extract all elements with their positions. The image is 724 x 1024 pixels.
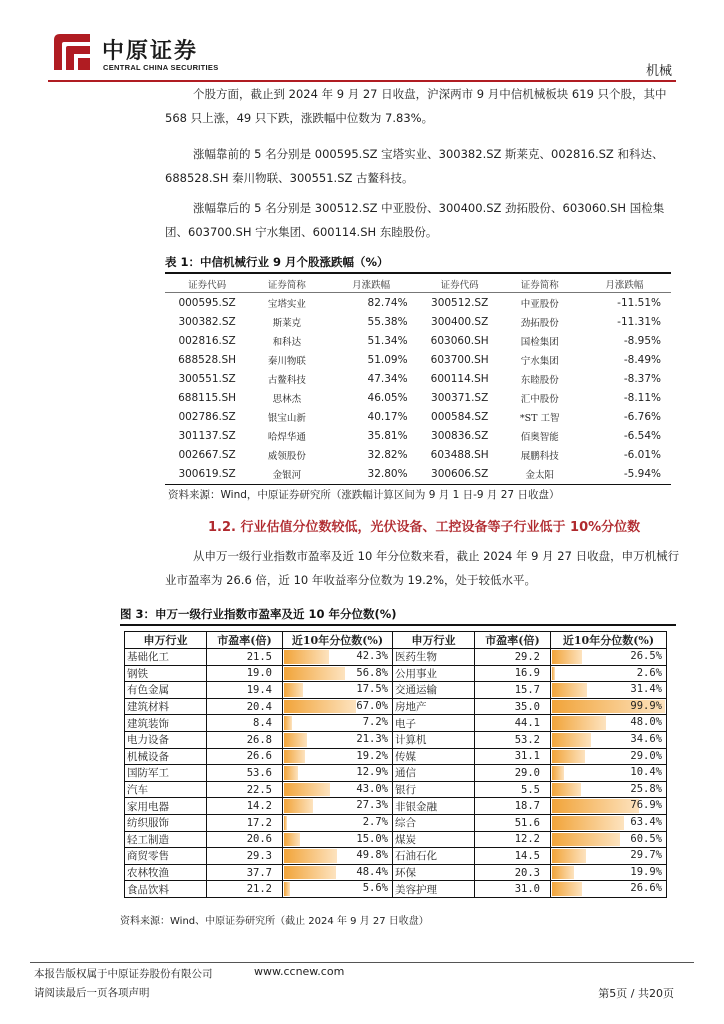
column-header: 申万行业 (393, 632, 475, 649)
footer-disclaimer: 请阅读最后一页各项声明 (34, 987, 150, 999)
stock-name: 宝塔实业 (267, 298, 306, 310)
pe-value: 21.2 (207, 881, 283, 898)
percentile-bar (552, 750, 585, 764)
pe-value: 44.1 (475, 715, 551, 732)
percentile-bar (284, 700, 356, 714)
brand-name: 中原证券 (102, 38, 199, 64)
percentile-cell (283, 715, 393, 732)
industry-name: 钢铁 (125, 665, 207, 682)
table-row (125, 649, 667, 666)
column-header: 月涨跌幅 (578, 275, 671, 293)
column-header: 近10年分位数(%) (551, 632, 667, 649)
footer-website-link[interactable]: www.ccnew.com (254, 965, 345, 978)
monthly-change: -6.54% (623, 429, 661, 442)
industry-name: 电子 (393, 715, 475, 732)
table-row (165, 407, 671, 426)
industry-name: 煤炭 (393, 831, 475, 848)
industry-name: 电力设备 (125, 731, 207, 748)
monthly-change: 55.38% (367, 315, 408, 328)
percentile-label: 26.6% (630, 882, 662, 895)
percentile-label: 49.8% (356, 849, 388, 862)
percentile-label: 12.9% (356, 766, 388, 779)
paragraph-text: 个股方面，截止到 2024 年 9 月 27 日收盘，沪深两市 9 月中信机械板块 619 只个股，其中 568 只上涨，49 只下跌，涨跌幅中位数为 7.83%。 (165, 87, 667, 125)
percentile-cell (551, 781, 667, 798)
stock-change-table (165, 275, 671, 483)
pe-value: 19.0 (207, 665, 283, 682)
percentile-cell (283, 814, 393, 831)
percentile-label: 29.0% (630, 749, 662, 762)
stock-name: 斯莱克 (272, 317, 302, 329)
percentile-label: 48.0% (630, 716, 662, 729)
monthly-change: -6.01% (623, 448, 661, 461)
percentile-cell (283, 665, 393, 682)
percentile-label: 31.4% (630, 683, 662, 696)
stock-name: 展鹏科技 (520, 450, 559, 462)
stock-code: 300371.SZ (431, 391, 489, 404)
percentile-bar (552, 766, 564, 780)
pe-value: 14.5 (475, 848, 551, 865)
industry-name: 公用事业 (393, 665, 475, 682)
table-row (125, 814, 667, 831)
percentile-bar (552, 799, 639, 813)
table-row (125, 831, 667, 848)
pe-value: 26.8 (207, 731, 283, 748)
monthly-change: 47.34% (367, 372, 408, 385)
stock-code: 300619.SZ (178, 467, 236, 480)
percentile-cell (551, 881, 667, 898)
monthly-change: -8.49% (623, 353, 661, 366)
industry-name: 基础化工 (125, 649, 207, 666)
percentile-bar (552, 882, 582, 896)
percentile-cell (551, 765, 667, 782)
percentile-label: 25.8% (630, 782, 662, 795)
paragraph-text: 涨幅靠前的 5 名分别是 000595.SZ 宝塔实业、300382.SZ 斯莱克、002816.SZ 和科达、688528.SH 秦川物联、300551.SZ 古鳌科技。 (165, 147, 664, 185)
percentile-cell (551, 682, 667, 699)
page-number: 第5页 / 共20页 (598, 987, 674, 1000)
pe-value: 31.1 (475, 748, 551, 765)
industry-name: 家用电器 (125, 798, 207, 815)
percentile-label: 56.8% (356, 666, 388, 679)
percentile-label: 42.3% (356, 650, 388, 662)
percentile-label: 48.4% (356, 865, 388, 878)
stock-name: 和科达 (272, 336, 302, 348)
monthly-change: 46.05% (367, 391, 408, 404)
percentile-label: 76.9% (630, 799, 662, 812)
industry-name: 食品饮料 (125, 881, 207, 898)
stock-name: 金太阳 (525, 469, 554, 481)
percentile-bar (284, 799, 313, 813)
stock-name: 国检集团 (520, 336, 559, 348)
percentile-label: 19.9% (630, 865, 662, 878)
percentile-bar (284, 783, 330, 797)
percentile-label: 5.6% (362, 882, 388, 895)
stock-name: 金银河 (272, 469, 302, 481)
table-row (125, 765, 667, 782)
percentile-bar (284, 750, 305, 764)
paragraph-text: 从申万一级行业指数市盈率及近 10 年分位数来看，截止 2024 年 9 月 27 日收盘，申万机械行业市盈率为 26.6 倍，近 10 年收益率分位数为 19.2%，处于较低水平。 (165, 549, 680, 587)
table-row (125, 798, 667, 815)
percentile-cell (551, 864, 667, 881)
stock-name: 威领股份 (267, 450, 306, 462)
industry-name: 计算机 (393, 731, 475, 748)
industry-name: 轻工制造 (125, 831, 207, 848)
percentile-label: 26.5% (630, 650, 662, 662)
paragraph-text: 涨幅靠后的 5 名分别是 300512.SZ 中亚股份、300400.SZ 劲拓股份、603060.SH 国检集团、603700.SH 宁水集团、600114.SH 东睦股份。 (165, 201, 665, 239)
percentile-bar (552, 866, 574, 880)
percentile-label: 99.9% (630, 699, 662, 712)
percentile-bar (552, 833, 620, 847)
monthly-change: 51.09% (367, 353, 408, 366)
table-row (125, 748, 667, 765)
table-row (165, 312, 671, 331)
percentile-cell (551, 715, 667, 732)
percentile-bar (284, 766, 298, 780)
percentile-cell (551, 848, 667, 865)
percentile-bar (552, 783, 581, 797)
percentile-label: 15.0% (356, 832, 388, 845)
percentile-label: 60.5% (630, 832, 662, 845)
percentile-bar (284, 667, 345, 681)
column-header: 证券代码 (165, 275, 249, 293)
percentile-cell (283, 831, 393, 848)
percentile-label: 2.7% (362, 815, 388, 828)
percentile-bar (284, 833, 300, 847)
pe-value: 17.2 (207, 814, 283, 831)
industry-name: 机械设备 (125, 748, 207, 765)
figure3-title: 图 3：申万一级行业指数市盈率及近 10 年分位数(%) (120, 607, 397, 621)
table-row (165, 350, 671, 369)
industry-name: 传媒 (393, 748, 475, 765)
percentile-bar (552, 716, 606, 730)
industry-name: 汽车 (125, 781, 207, 798)
pe-value: 8.4 (207, 715, 283, 732)
stock-code: 300512.SZ (431, 296, 489, 309)
section-heading: 1.2. 行业估值分位数较低，光伏设备、工控设备等子行业低于 10%分位数 (208, 520, 641, 535)
percentile-cell (283, 649, 393, 666)
pe-value: 19.4 (207, 682, 283, 699)
stock-code: 000584.SZ (431, 410, 489, 423)
percentile-label: 34.6% (630, 732, 662, 745)
table-row (125, 698, 667, 715)
stock-code: 600114.SH (430, 372, 489, 385)
pe-value: 29.3 (207, 848, 283, 865)
paragraph-top-gainers (165, 142, 685, 190)
table-row (125, 848, 667, 865)
industry-name: 商贸零售 (125, 848, 207, 865)
table-row (125, 715, 667, 732)
percentile-bar (284, 849, 337, 863)
stock-code: 002667.SZ (178, 448, 236, 461)
column-header: 月涨跌幅 (325, 275, 418, 293)
percentile-label: 7.2% (362, 716, 388, 729)
pe-value: 53.2 (475, 731, 551, 748)
stock-name: 古鳌科技 (267, 374, 306, 386)
pe-value: 20.3 (475, 864, 551, 881)
footer-divider (30, 962, 694, 963)
percentile-bar (284, 816, 287, 830)
percentile-cell (551, 665, 667, 682)
table1-bottom-rule (165, 484, 671, 485)
industry-name: 综合 (393, 814, 475, 831)
industry-pe-table (124, 631, 667, 898)
stock-code: 603488.SH (430, 448, 489, 461)
monthly-change: 32.82% (367, 448, 408, 461)
figure3-source: 资料来源：Wind、中原证券研究所（截止 2024 年 9 月 27 日收盘） (120, 916, 429, 927)
percentile-cell (283, 781, 393, 798)
percentile-bar (284, 882, 290, 896)
section-name: 机械 (645, 64, 672, 79)
industry-name: 建筑装饰 (125, 715, 207, 732)
column-header: 市盈率(倍) (475, 632, 551, 649)
industry-name: 石油石化 (393, 848, 475, 865)
table-row (165, 445, 671, 464)
percentile-label: 29.7% (630, 849, 662, 862)
percentile-cell (551, 814, 667, 831)
pe-value: 29.2 (475, 649, 551, 666)
pe-value: 20.6 (207, 831, 283, 848)
pe-value: 29.0 (475, 765, 551, 782)
stock-name: *ST 工智 (519, 412, 560, 424)
percentile-label: 19.2% (356, 749, 388, 762)
monthly-change: -11.51% (617, 296, 661, 309)
industry-name: 医药生物 (393, 649, 475, 666)
stock-name: 劲拓股份 (520, 317, 559, 329)
percentile-cell (283, 765, 393, 782)
industry-name: 农林牧渔 (125, 864, 207, 881)
pe-value: 5.5 (475, 781, 551, 798)
percentile-cell (283, 798, 393, 815)
percentile-bar (552, 667, 555, 681)
stock-name: 哈焊华通 (267, 431, 306, 443)
monthly-change: 51.34% (367, 334, 408, 347)
monthly-change: -6.76% (623, 410, 661, 423)
table-row (125, 682, 667, 699)
monthly-change: -8.37% (623, 372, 661, 385)
percentile-cell (551, 831, 667, 848)
pe-value: 21.5 (207, 649, 283, 666)
stock-name: 宁水集团 (520, 355, 559, 367)
brand-name-english: CENTRAL CHINA SECURITIES (103, 63, 219, 72)
percentile-cell (283, 731, 393, 748)
monthly-change: 82.74% (367, 296, 408, 309)
percentile-cell (283, 748, 393, 765)
stock-code: 300606.SZ (431, 467, 489, 480)
table1-top-rule (165, 272, 671, 274)
table-row (125, 731, 667, 748)
paragraph-top-losers (165, 196, 685, 244)
column-header: 证券简称 (249, 275, 324, 293)
column-header: 近10年分位数(%) (283, 632, 393, 649)
stock-name: 东睦股份 (520, 374, 559, 386)
stock-name: 佰奥智能 (520, 431, 559, 443)
monthly-change: -11.31% (617, 315, 661, 328)
percentile-label: 2.6% (636, 666, 662, 679)
pe-value: 16.9 (475, 665, 551, 682)
pe-value: 31.0 (475, 881, 551, 898)
percentile-bar (552, 816, 624, 830)
monthly-change: -8.95% (623, 334, 661, 347)
stock-name: 银宝山新 (267, 412, 306, 424)
stock-code: 000595.SZ (178, 296, 236, 309)
stock-code: 301137.SZ (178, 429, 236, 442)
table-row (165, 369, 671, 388)
percentile-bar (552, 650, 582, 664)
table-header-row (125, 632, 667, 649)
industry-name: 环保 (393, 864, 475, 881)
percentile-label: 43.0% (356, 782, 388, 795)
percentile-label: 10.4% (630, 766, 662, 779)
table-row (125, 864, 667, 881)
percentile-cell (551, 731, 667, 748)
table-row (165, 388, 671, 407)
monthly-change: -8.11% (623, 391, 661, 404)
stock-code: 300836.SZ (431, 429, 489, 442)
percentile-bar (284, 866, 336, 880)
pe-value: 12.2 (475, 831, 551, 848)
percentile-cell (551, 649, 667, 666)
percentile-cell (551, 798, 667, 815)
pe-value: 18.7 (475, 798, 551, 815)
stock-code: 300551.SZ (178, 372, 236, 385)
percentile-bar (552, 849, 586, 863)
industry-name: 交通运输 (393, 682, 475, 699)
industry-name: 建筑材料 (125, 698, 207, 715)
table-row (125, 665, 667, 682)
percentile-bar (284, 733, 307, 747)
industry-name: 非银金融 (393, 798, 475, 815)
column-header: 证券简称 (502, 275, 578, 293)
table-row (165, 293, 671, 313)
monthly-change: 40.17% (367, 410, 408, 423)
percentile-cell (283, 864, 393, 881)
percentile-bar (284, 716, 292, 730)
pe-value: 51.6 (475, 814, 551, 831)
industry-name: 有色金属 (125, 682, 207, 699)
percentile-bar (284, 683, 303, 697)
percentile-cell (283, 698, 393, 715)
industry-name: 通信 (393, 765, 475, 782)
industry-name: 纺织服饰 (125, 814, 207, 831)
column-header: 证券代码 (418, 275, 502, 293)
industry-name: 银行 (393, 781, 475, 798)
percentile-cell (283, 848, 393, 865)
paragraph-valuation (165, 544, 685, 592)
stock-code: 300382.SZ (178, 315, 236, 328)
percentile-label: 63.4% (630, 815, 662, 828)
table-row (125, 881, 667, 898)
column-header: 市盈率(倍) (207, 632, 283, 649)
stock-code: 002786.SZ (178, 410, 236, 423)
stock-name: 中亚股份 (520, 298, 559, 310)
percentile-label: 17.5% (356, 683, 388, 696)
pe-value: 14.2 (207, 798, 283, 815)
table-row (165, 464, 671, 483)
pe-value: 53.6 (207, 765, 283, 782)
percentile-label: 27.3% (356, 799, 388, 812)
monthly-change: 35.81% (367, 429, 408, 442)
industry-name: 美容护理 (393, 881, 475, 898)
stock-code: 688115.SH (178, 391, 237, 404)
stock-name: 秦川物联 (267, 355, 306, 367)
percentile-cell (551, 748, 667, 765)
stock-name: 思林杰 (272, 393, 302, 405)
paragraph-stocks (165, 82, 685, 130)
percentile-bar (552, 733, 591, 747)
percentile-cell (283, 682, 393, 699)
stock-code: 300400.SZ (431, 315, 489, 328)
percentile-label: 67.0% (356, 699, 388, 712)
table-header-row (165, 275, 671, 293)
stock-name: 汇中股份 (520, 393, 559, 405)
table-row (125, 781, 667, 798)
percentile-cell (283, 881, 393, 898)
stock-code: 603700.SH (430, 353, 489, 366)
pe-value: 15.7 (475, 682, 551, 699)
company-logo-icon (50, 30, 94, 74)
stock-code: 603060.SH (430, 334, 489, 347)
percentile-cell (551, 698, 667, 715)
pe-value: 35.0 (475, 698, 551, 715)
percentile-bar (552, 683, 587, 697)
monthly-change: -5.94% (623, 467, 661, 480)
pe-value: 37.7 (207, 864, 283, 881)
percentile-bar (284, 650, 329, 664)
pe-value: 26.6 (207, 748, 283, 765)
column-header: 申万行业 (125, 632, 207, 649)
table-row (165, 426, 671, 445)
stock-code: 688528.SH (178, 353, 237, 366)
table-row (165, 331, 671, 350)
footer-copyright: 本报告版权属于中原证券股份有限公司 (34, 968, 213, 980)
industry-name: 房地产 (393, 698, 475, 715)
percentile-label: 21.3% (356, 732, 388, 745)
figure3-top-rule (120, 624, 676, 626)
stock-code: 002816.SZ (178, 334, 236, 347)
pe-value: 22.5 (207, 781, 283, 798)
table1-title: 表 1：中信机械行业 9 月个股涨跌幅（%） (165, 255, 389, 269)
pe-value: 20.4 (207, 698, 283, 715)
table1-source: 资料来源：Wind，中原证券研究所（涨跌幅计算区间为 9 月 1 日-9 月 27 日收盘） (168, 489, 560, 501)
industry-name: 国防军工 (125, 765, 207, 782)
monthly-change: 32.80% (367, 467, 408, 480)
